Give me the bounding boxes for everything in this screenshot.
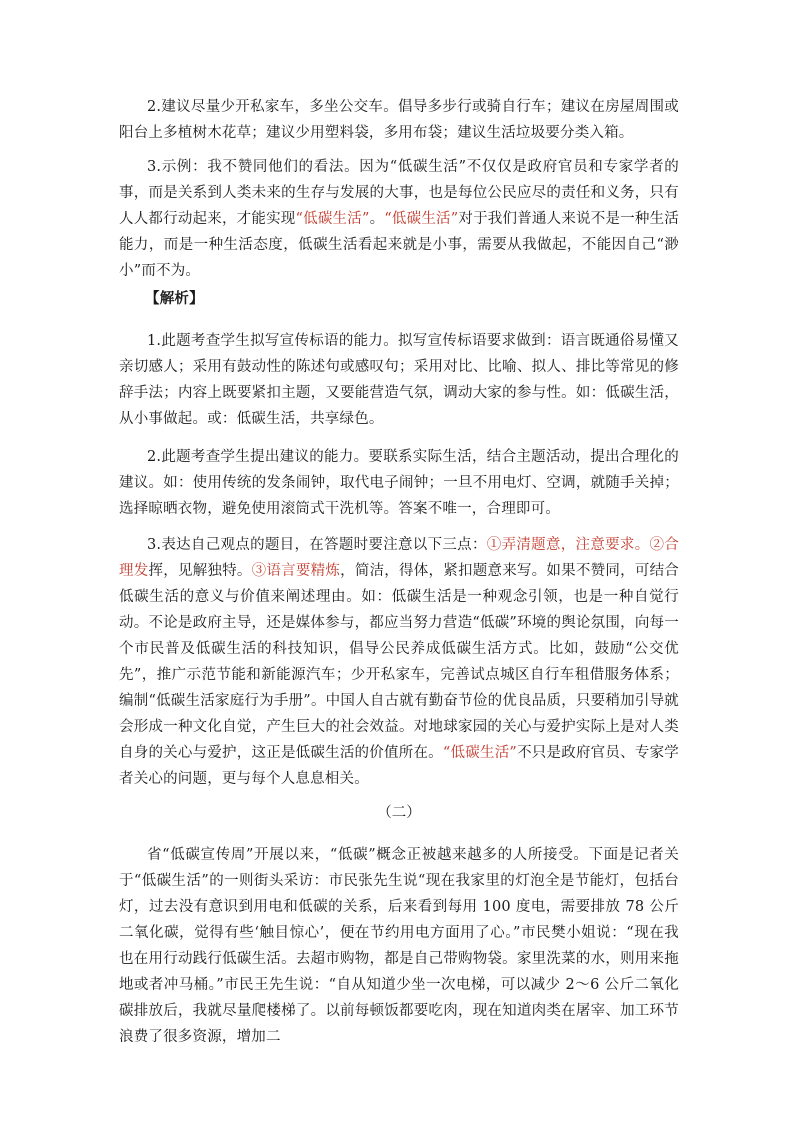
answer-3-highlight-1: “低碳生活” [295, 211, 370, 227]
analysis-3-text-3: ，简洁，得体，紧扣题意来写。如果不赞同，可结合低碳生活的意义与价值来阐述理由。如：低碳生活是一种观念引领，也是一种自觉行动。不论是政府主导，还是媒体参与，都应当努力营造“低碳”环境的舆论氛围，向每一个市民普及低碳生活的科技知识，倡导公民养成低碳生活方式。比如，鼓励“公交优先”，推广示范节能和新能源汽车；少开私家车，完善试点城区自行车租借服务体系；编制“低碳生活家庭行为手册”。中国人自古就有勤奋节俭的优良品质，只要稍加引导就会形成一种文化自觉，产生巨大的社会效益。对地球家园的关心与爱护实际上是对人类自身的关心与爱护，这正是低碳生活的价值所在。 [119, 563, 680, 761]
answer-2 [119, 94, 679, 146]
section-2-paragraph [119, 842, 679, 1050]
analysis-3-text-2: 挥，见解独特。 [148, 563, 252, 579]
answer-3 [119, 154, 679, 284]
answer-3-text-3: 对于我们普通人来说不是一种生活能力，而是一种生活态度，低碳生活看起来就是小事，需要从我做起，不能因自己“渺小”而不为。 [119, 211, 679, 279]
analysis-1 [119, 328, 679, 432]
answer-3-text-2: 。 [369, 211, 385, 227]
answer-3-text-1: 3.示例：我不赞同他们的看法。因为“低碳生活”不仅仅是政府官员和专家学者的事，而是关系到人类未来的生存与发展的大事，也是每位公民应尽的责任和义务，只有人人都行动起来，才能实现 [119, 159, 679, 227]
section-2-text: 省“低碳宣传周”开展以来，“低碳”概念正被越来越多的人所接受。下面是记者关于“低碳生活”的一则街头采访：市民张先生说“现在我家里的灯泡全是节能灯，包括台灯，过去没有意识到用电和低碳的关系，后来看到每用 100 度电，需要排放 78 公斤二氧化碳，觉得有些‘触目惊心’，便在节约用电方面用了心。”市民樊小姐说：“现在我也在用行动践行低碳生活。去超市购物，都是自己带购物袋。家里洗菜的水，则用来拖地或者冲马桶。”市民王先生说：“自从知道少坐一次电梯，可以减少 2～6 公斤二氧化碳排放后，我就尽量爬楼梯了。以前每顿饭都要吃肉，现在知道肉类在屠宰、加工环节浪费了很多资源，增加二 [119, 847, 679, 1045]
analysis-2 [119, 444, 679, 522]
analysis-3-highlight-1: ①弄清题意，注意要求。②合理发 [119, 537, 679, 579]
section-heading-text: （二） [377, 805, 421, 821]
analysis-label-text: 【解析】 [145, 290, 204, 307]
analysis-1-text: 1.此题考查学生拟写宣传标语的能力。拟写宣传标语要求做到：语言既通俗易懂又亲切感人；采用有鼓动性的陈述句或感叹句；采用对比、比喻、拟人、排比等常见的修辞手法；内容上既要紧扣主题，又要能营造气氛，调动大家的参与性。如：低碳生活，从小事做起。或：低碳生活，共享绿色。 [119, 333, 679, 427]
analysis-3 [119, 532, 679, 792]
analysis-3-text-4: 不只是政府官员、专家学者关心的问题，更与每个人息息相关。 [119, 745, 679, 787]
analysis-3-highlight-2: ③语言要精炼 [251, 563, 341, 579]
analysis-label [145, 286, 679, 312]
analysis-2-text: 2.此题考查学生提出建议的能力。要联系实际生活，结合主题活动，提出合理化的建议。如：使用传统的发条闹钟，取代电子闹钟；一旦不用电灯、空调，就随手关掉；选择晾晒衣物，避免使用滚筒式干洗机等。答案不唯一，合理即可。 [119, 449, 679, 517]
answer-2-text: 2.建议尽量少开私家车，多坐公交车。倡导多步行或骑自行车；建议在房屋周围或阳台上多植树木花草；建议少用塑料袋，多用布袋；建议生活垃圾要分类入箱。 [119, 99, 679, 141]
analysis-3-highlight-3: “低碳生活” [442, 745, 518, 761]
section-heading [119, 800, 679, 826]
analysis-3-text-1: 3.表达自己观点的题目，在答题时要注意以下三点： [147, 537, 487, 553]
answer-3-highlight-2: “低碳生活” [384, 211, 459, 227]
